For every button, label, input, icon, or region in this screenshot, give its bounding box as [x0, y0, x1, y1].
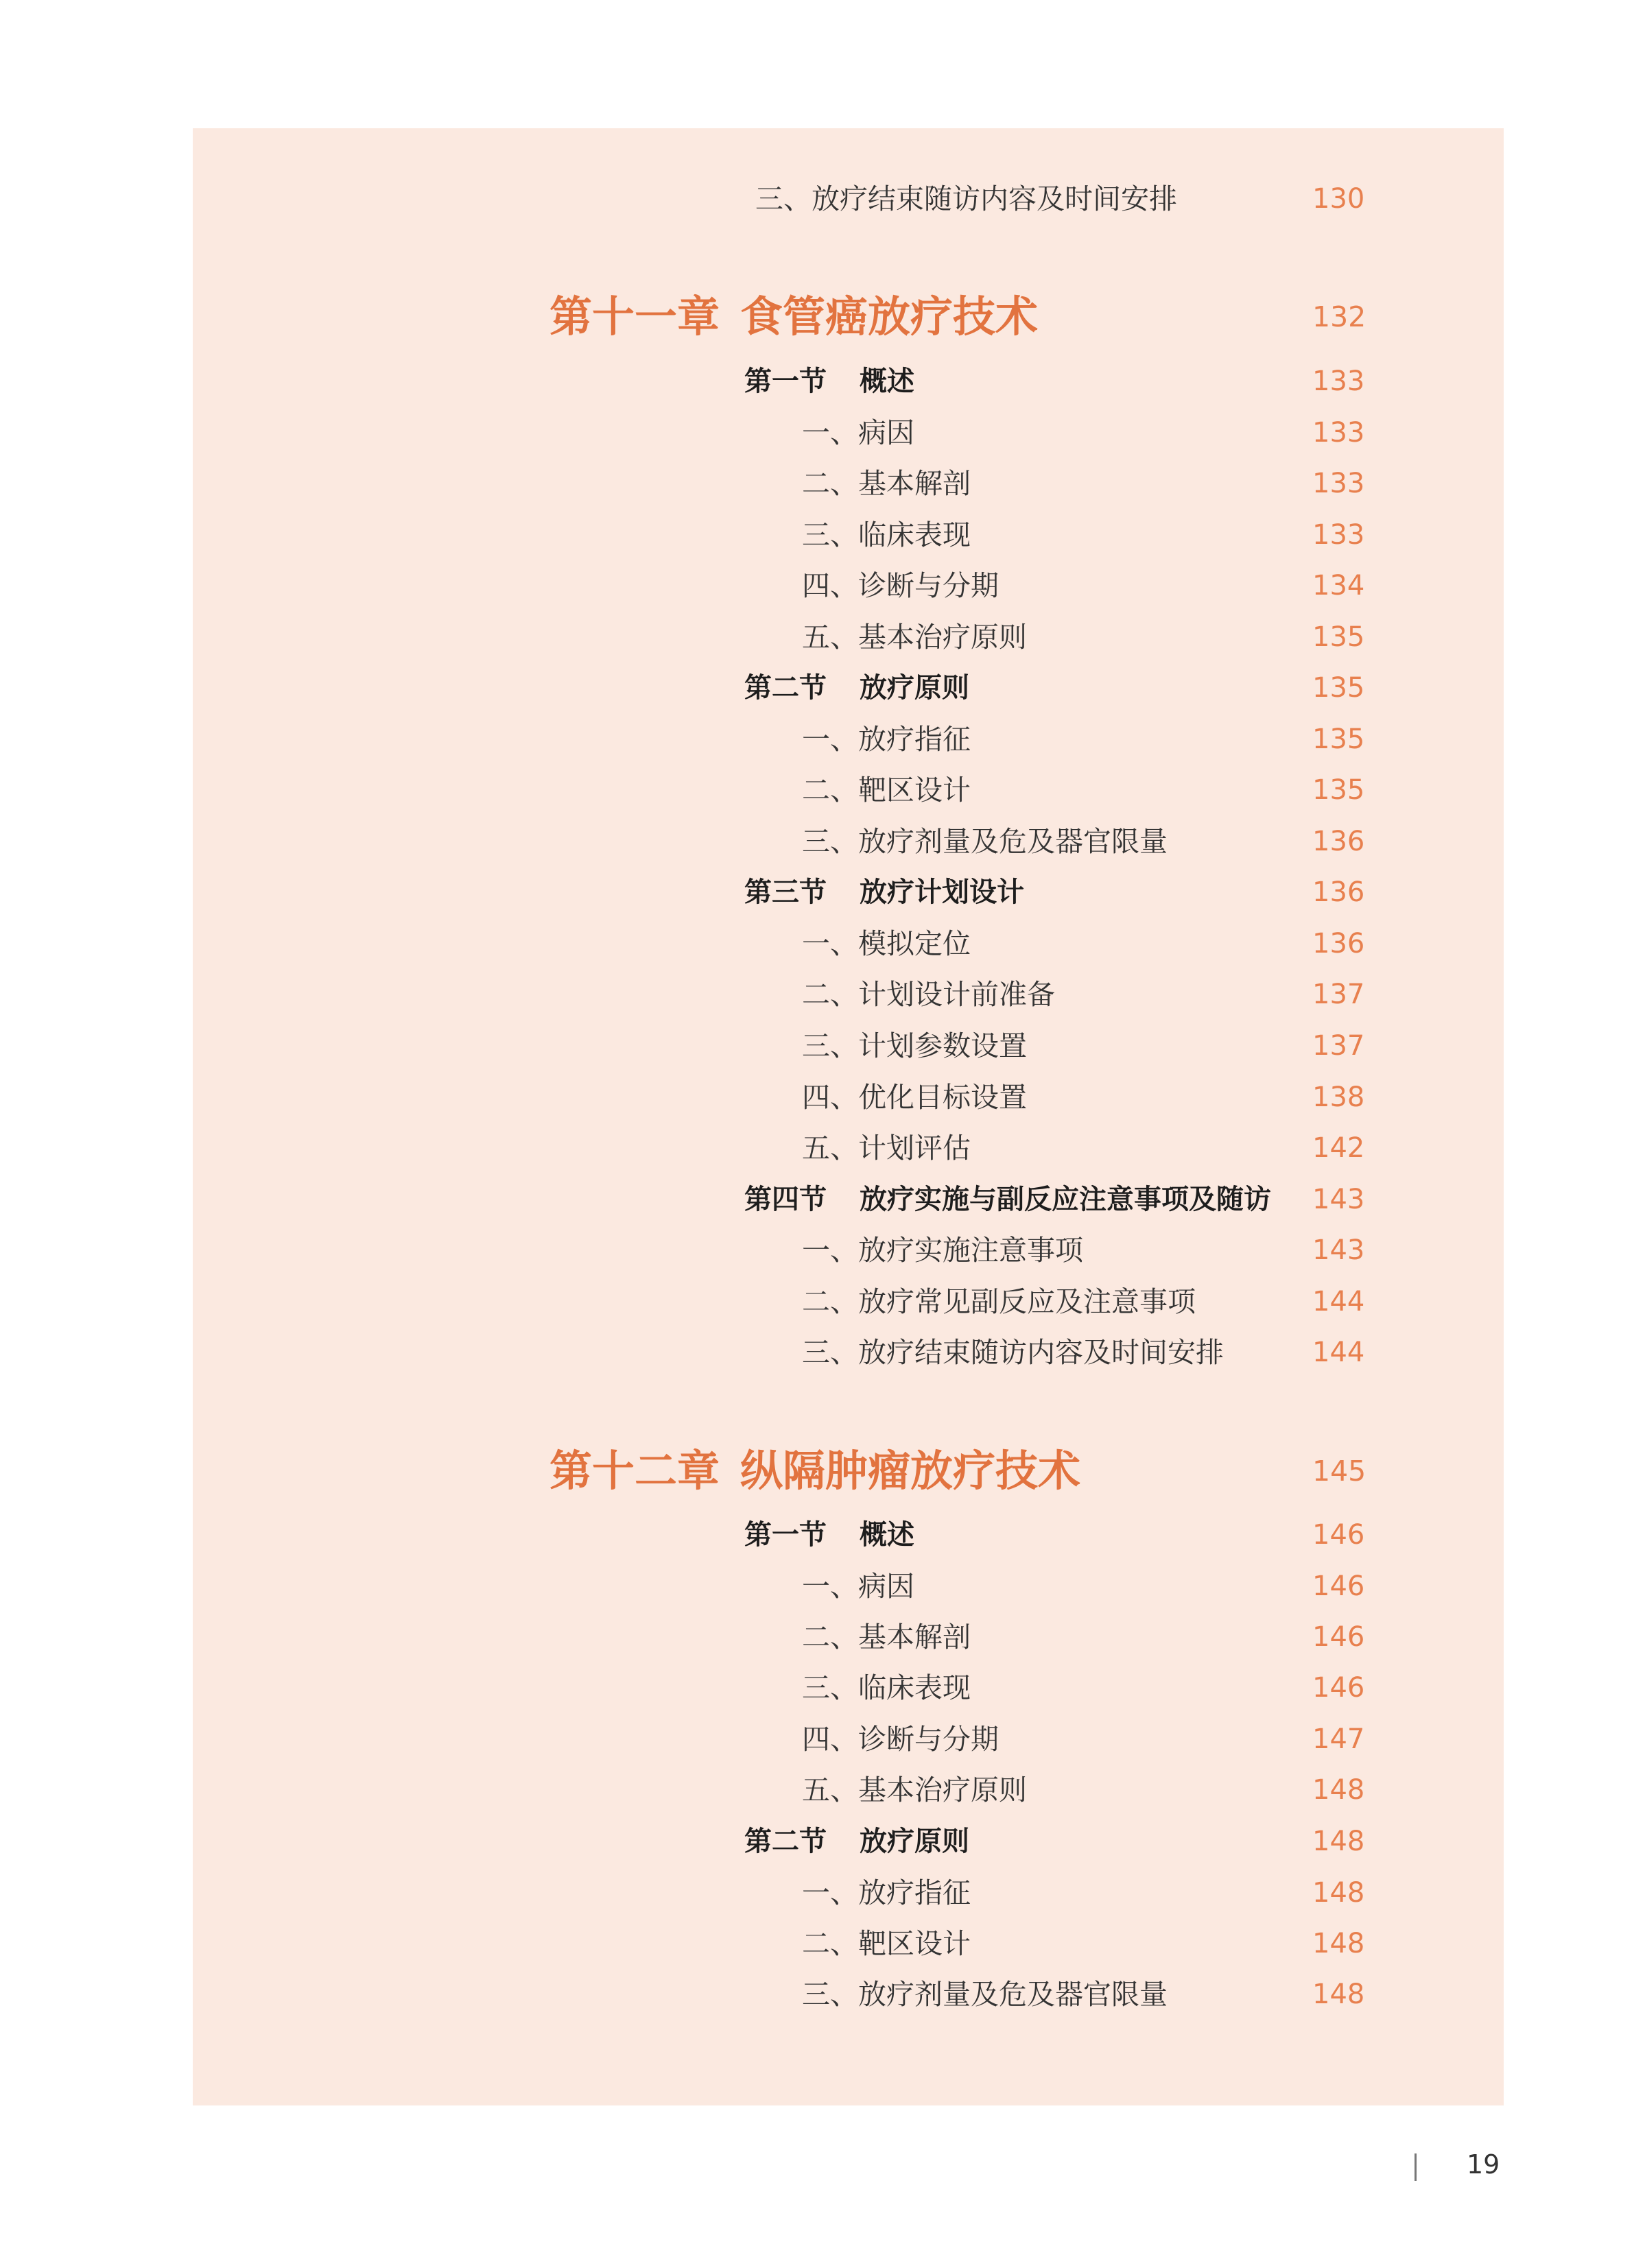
item-title: 五、基本治疗原则 [802, 621, 1027, 654]
item-title: 二、靶区设计 [802, 1927, 971, 1960]
toc-section-entry[interactable] [193, 356, 1504, 407]
page-number: 136 [1312, 876, 1365, 908]
page-number: 135 [1312, 724, 1365, 755]
section-title [744, 1509, 914, 1560]
toc-item-entry[interactable] [193, 1612, 1504, 1662]
item-title: 三、计划参数设置 [802, 1029, 1027, 1062]
page-number: 137 [1312, 979, 1365, 1010]
page-number: 148 [1312, 1928, 1365, 1959]
toc-item-entry[interactable] [193, 1662, 1504, 1713]
toc-item-entry[interactable] [193, 1969, 1504, 2020]
section-title [744, 663, 969, 713]
page-number: 144 [1312, 1337, 1365, 1368]
chapter-title [549, 1433, 1080, 1509]
chapter-number: 第十二章 [549, 1446, 720, 1496]
section-number: 第一节 [744, 1519, 827, 1551]
item-title: 一、模拟定位 [802, 927, 971, 960]
page-number: 146 [1312, 1519, 1365, 1551]
item-title: 二、放疗常见副反应及注意事项 [802, 1285, 1196, 1318]
section-number: 第三节 [744, 876, 827, 908]
page-number: 132 [1312, 300, 1366, 333]
page-number: 143 [1312, 1234, 1365, 1266]
page-number: 135 [1312, 774, 1365, 806]
toc-item-entry[interactable] [193, 816, 1504, 867]
page-number: 144 [1312, 1286, 1365, 1317]
section-name: 概述 [860, 1519, 914, 1551]
item-title: 二、基本解剖 [802, 1621, 971, 1654]
toc-item-entry[interactable] [193, 1225, 1504, 1276]
page-number: 148 [1312, 1826, 1365, 1857]
item-title: 五、基本治疗原则 [802, 1774, 1027, 1806]
section-name: 放疗计划设计 [860, 876, 1024, 908]
page-number: 135 [1312, 672, 1365, 704]
toc-section-entry[interactable] [193, 1816, 1504, 1867]
section-title [744, 356, 914, 407]
item-title: 三、临床表现 [802, 1671, 971, 1704]
toc-section-entry[interactable] [193, 1174, 1504, 1225]
toc-item-entry[interactable] [193, 612, 1504, 663]
page-number: 130 [1312, 183, 1365, 215]
toc-section-entry[interactable] [193, 663, 1504, 713]
item-title: 一、放疗实施注意事项 [802, 1234, 1083, 1267]
page-number: 147 [1312, 1723, 1365, 1755]
toc-item-entry[interactable] [193, 918, 1504, 969]
item-title: 二、计划设计前准备 [802, 978, 1055, 1011]
item-title: 三、放疗结束随访内容及时间安排 [755, 182, 1177, 215]
page-number: 133 [1312, 468, 1365, 499]
page-number: 148 [1312, 1774, 1365, 1806]
page-number: 133 [1312, 366, 1365, 397]
page-number: 134 [1312, 570, 1365, 601]
toc-item-entry[interactable] [193, 174, 1504, 224]
item-title: 三、放疗结束随访内容及时间安排 [802, 1336, 1224, 1369]
item-title: 四、诊断与分期 [802, 569, 999, 602]
toc-item-entry[interactable] [193, 1765, 1504, 1815]
chapter-name: 纵隔肿瘤放疗技术 [740, 1446, 1081, 1496]
toc-item-entry[interactable] [193, 1072, 1504, 1123]
page-number: 146 [1312, 1571, 1365, 1602]
toc-item-entry[interactable] [193, 969, 1504, 1020]
toc-item-entry[interactable] [193, 1123, 1504, 1173]
page-number: 146 [1312, 1621, 1365, 1653]
page-number: 143 [1312, 1184, 1365, 1215]
toc-item-entry[interactable] [193, 560, 1504, 611]
page-number: 145 [1312, 1455, 1366, 1488]
toc-item-entry[interactable] [193, 458, 1504, 509]
toc-item-entry[interactable] [193, 1918, 1504, 1969]
chapter-title [549, 279, 1038, 355]
section-title [744, 1816, 969, 1867]
section-number: 第二节 [744, 1826, 827, 1857]
item-title: 三、临床表现 [802, 518, 971, 551]
page-number: 148 [1312, 1979, 1365, 2010]
page-number: 136 [1312, 826, 1365, 857]
section-number: 第二节 [744, 672, 827, 704]
page-number: 138 [1312, 1082, 1365, 1113]
chapter-name: 食管癌放疗技术 [740, 291, 1039, 342]
footer-page-number: 19 [1467, 2149, 1500, 2180]
section-number: 第四节 [744, 1184, 827, 1215]
page-number: 137 [1312, 1030, 1365, 1062]
page-number: 136 [1312, 928, 1365, 959]
item-title: 一、病因 [802, 416, 914, 449]
page-number: 146 [1312, 1672, 1365, 1704]
item-title: 一、病因 [802, 1570, 914, 1603]
item-title: 四、诊断与分期 [802, 1723, 999, 1756]
item-title: 二、基本解剖 [802, 467, 971, 500]
section-name: 概述 [860, 366, 914, 397]
toc-item-entry[interactable] [193, 510, 1504, 560]
item-title: 四、优化目标设置 [802, 1081, 1027, 1114]
toc-item-entry[interactable] [193, 1276, 1504, 1327]
page-number: 133 [1312, 519, 1365, 551]
toc-item-entry[interactable] [193, 1867, 1504, 1918]
chapter-number: 第十一章 [549, 291, 720, 342]
page-number: 133 [1312, 417, 1365, 449]
item-title: 三、放疗剂量及危及器官限量 [802, 825, 1168, 858]
toc-item-entry[interactable] [193, 714, 1504, 765]
page-number: 142 [1312, 1132, 1365, 1164]
page-number: 148 [1312, 1877, 1365, 1909]
toc-section-entry[interactable] [193, 1509, 1504, 1560]
toc-chapter-entry[interactable] [193, 279, 1504, 355]
item-title: 三、放疗剂量及危及器官限量 [802, 1978, 1168, 2011]
item-title: 五、计划评估 [802, 1132, 971, 1165]
toc-panel [193, 128, 1504, 2105]
section-name: 放疗原则 [860, 672, 969, 704]
section-name: 放疗实施与副反应注意事项及随访 [860, 1184, 1271, 1215]
section-title [744, 867, 1024, 918]
toc-item-entry[interactable] [193, 1327, 1504, 1378]
item-title: 二、靶区设计 [802, 774, 971, 807]
toc-item-entry[interactable] [193, 765, 1504, 815]
section-name: 放疗原则 [860, 1826, 969, 1857]
item-title: 一、放疗指征 [802, 723, 971, 756]
section-title [744, 1174, 1271, 1225]
toc-chapter-entry[interactable] [193, 1433, 1504, 1509]
item-title: 一、放疗指征 [802, 1876, 971, 1909]
section-number: 第一节 [744, 366, 827, 397]
page-number: 135 [1312, 621, 1365, 653]
toc-item-entry[interactable] [193, 407, 1504, 458]
toc-item-entry[interactable] [193, 1020, 1504, 1071]
toc-item-entry[interactable] [193, 1714, 1504, 1765]
footer-divider [1415, 2153, 1417, 2181]
toc-item-entry[interactable] [193, 1561, 1504, 1612]
toc-section-entry[interactable] [193, 867, 1504, 918]
